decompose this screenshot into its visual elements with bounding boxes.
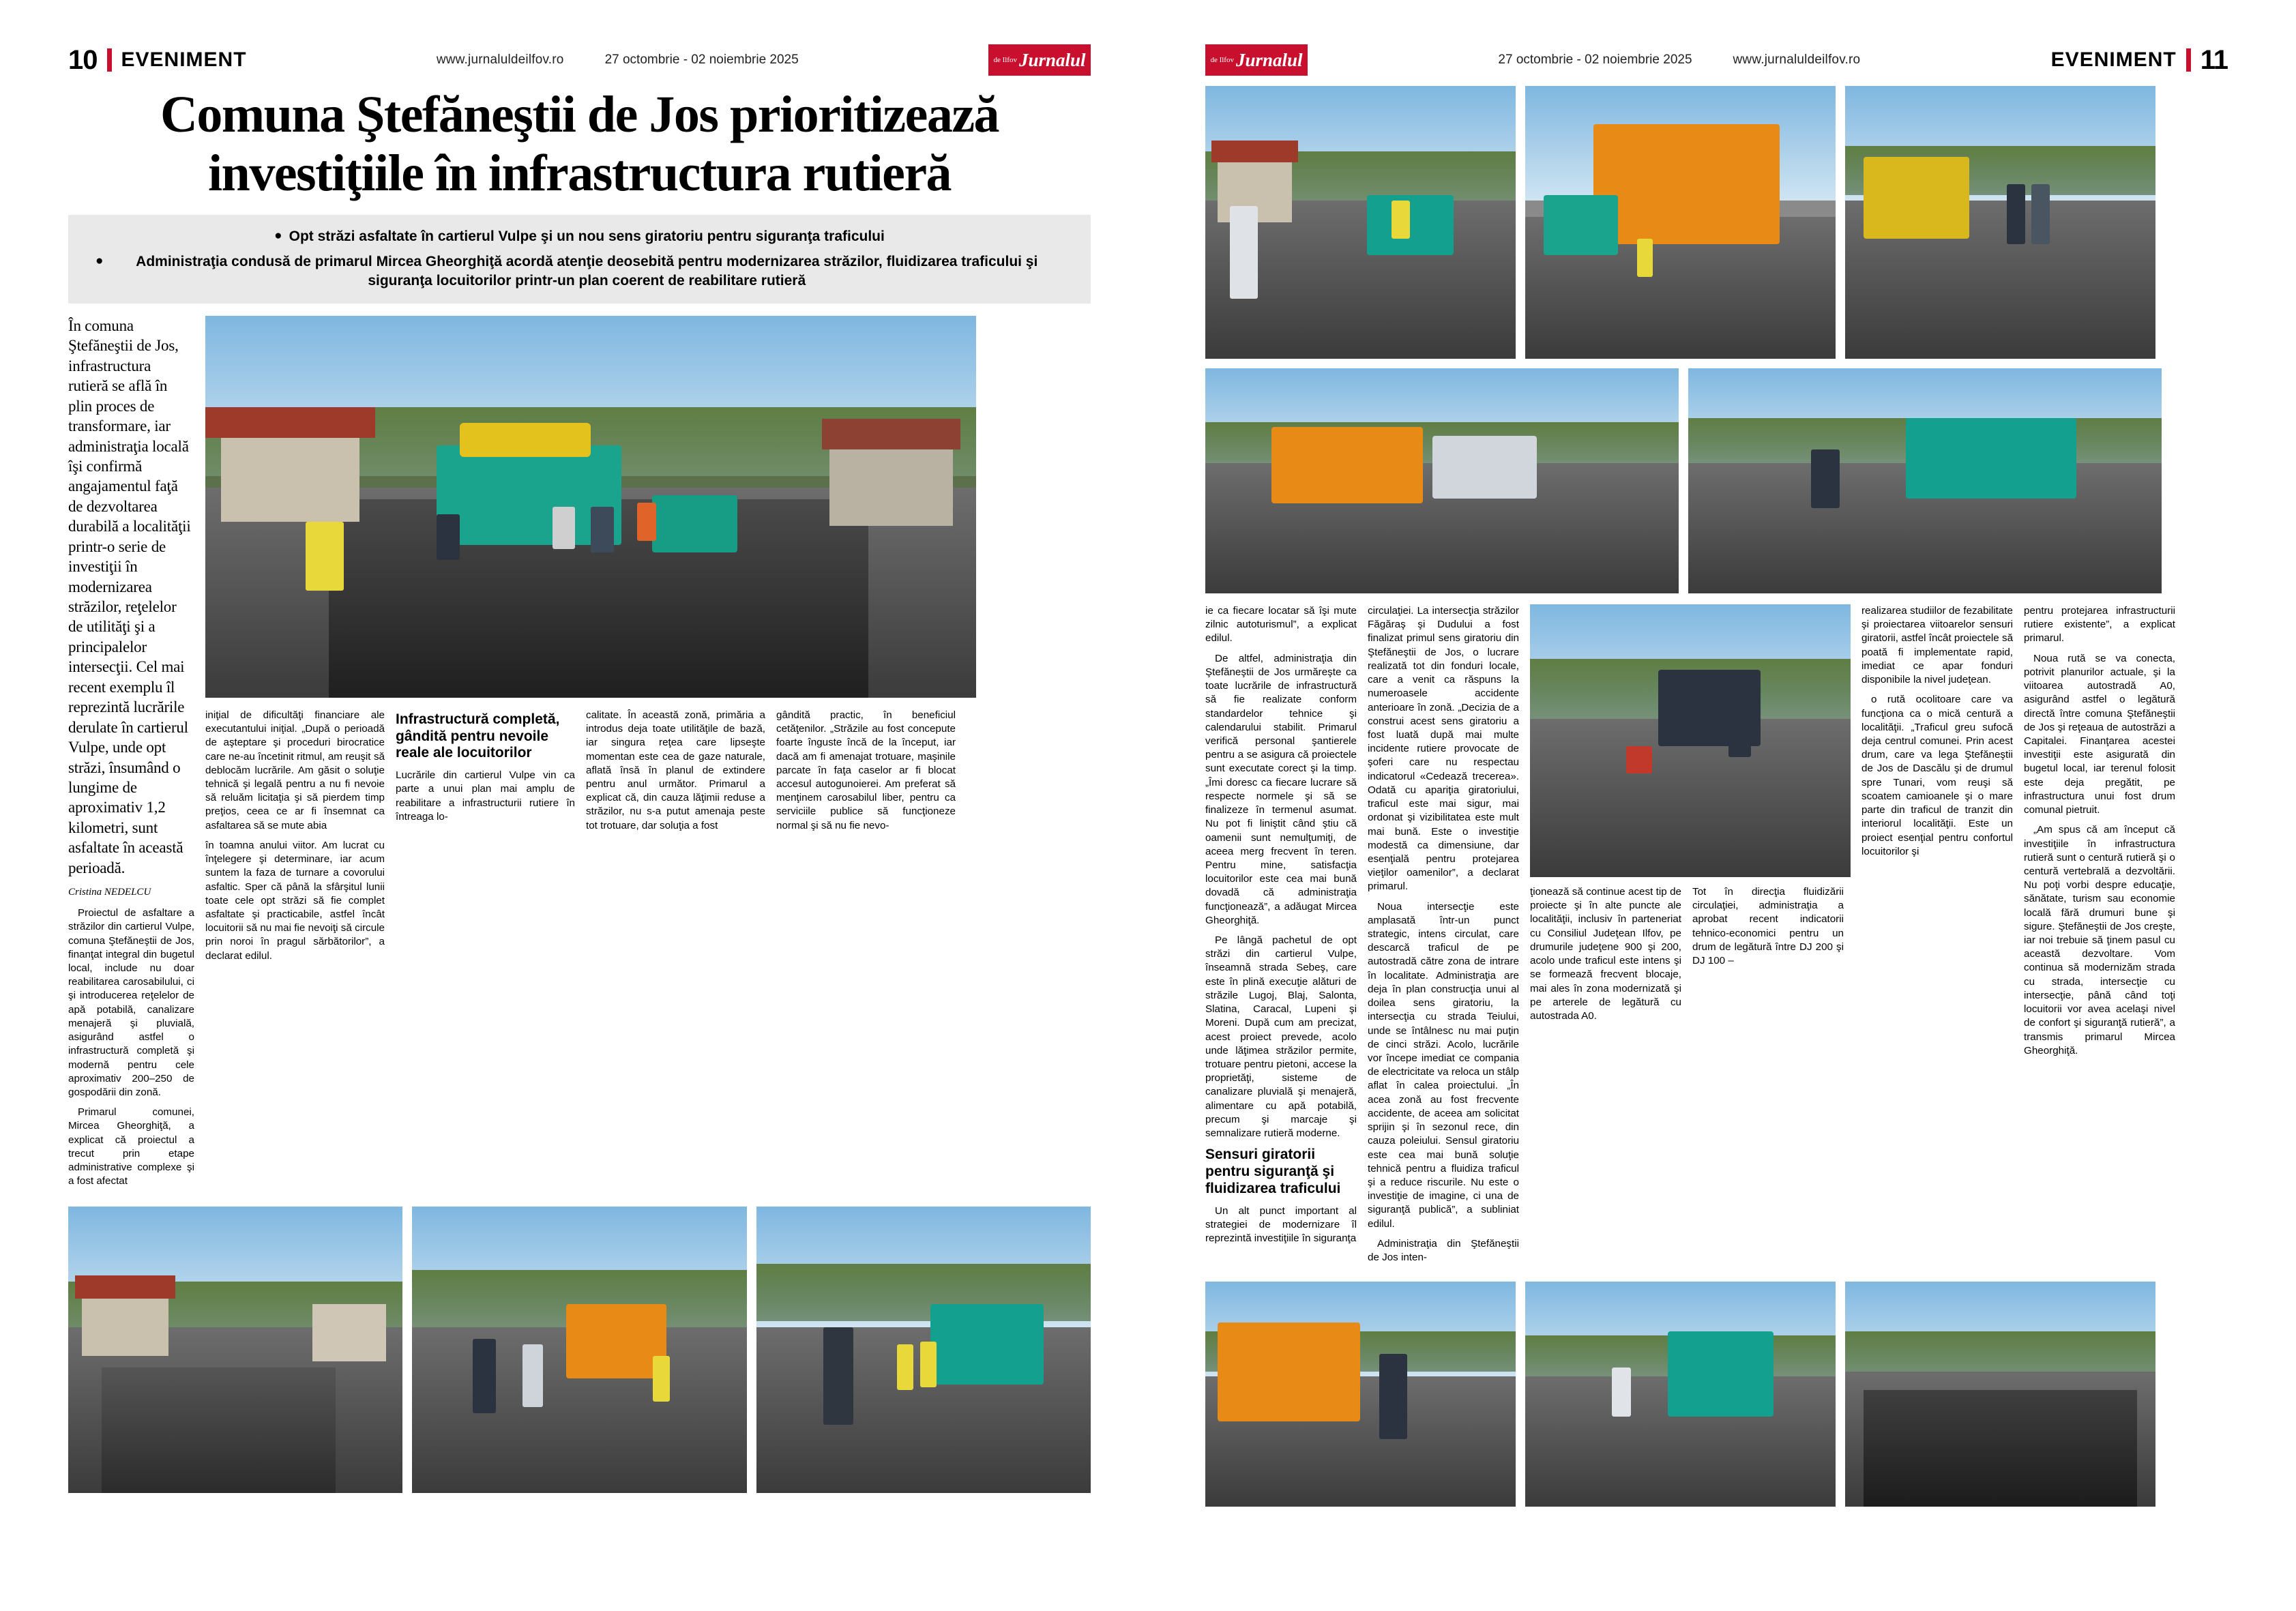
body-paragraph: De altfel, administraţia din Ştefăneştii de Jos urmăreşte ca toate lucrările de infrastructură să fie realizate conform standardelor tehnice şi calendarului stabilit. Primarul verifică personal şantierele pentru a se asigura că proiectele sunt executate corect şi la timp. „Îmi doresc ca fiecare lucrare să respecte normele şi să se finalizeze în termenul asumat. Nu pot fi liniştit când ştiu că oamenii sunt nemulţumiţi, de aceea merg frecvent în teren. Pentru mine, satisfacţia locuitorilor este cea mai bună dovadă că administraţia funcţionează”, a adăugat Mircea Gheorghiţă. [1205,652,1357,926]
right-column-6 [2024,604,2175,1271]
headline-line-1: Comuna Ştefăneştii de Jos prioritizează [160,86,999,143]
right-column-2 [1368,604,1519,1271]
left-column-4 [586,709,765,969]
photo-right-m3 [1530,604,1851,877]
photo-left-b2 [412,1207,746,1493]
body-paragraph: Lucrările din cartierul Vulpe vin ca parte a unui plan mai amplu de reabilitare a infrastructurii rutiere în întreaga lo- [396,769,575,823]
left-subcolumns [205,709,976,969]
right-subcolumns [1530,885,1851,1029]
site-url[interactable]: www.jurnaluldeilfov.ro [1733,53,1861,67]
right-top-photo-strip [1205,86,2228,359]
photo-right-m2 [1688,368,2162,593]
bullet-text: Administraţia condusă de primarul Mircea Gheorghiţă acordă atenţie deosebită pentru modernizarea străzilor, fluidizarea traficului şi siguranţa locuitorilor printr-un plan coerent de reabilitare rutieră [136,254,1038,289]
photo-right-b1 [1205,1282,1516,1507]
body-paragraph: o rută ocolitoare care va funcţiona ca o mică centură a localităţii. „Traficul greu sufocă deja centrul comunei. Prin acest drum, care va lega Ştefăneştii de Jos de Dascălu şi de drumul spre Tunari, vom reuşi să scoatem camioanele şi o mare parte din traficul de tranzit din interiorul localităţii. Este un proiect esenţial pentru confortul locuitorilor şi [1861,694,2013,857]
left-masthead-center [247,53,988,68]
site-url[interactable]: www.jurnaluldeilfov.ro [436,53,564,67]
right-bottom-photo-strip [1205,1282,2228,1507]
left-column-1 [68,316,194,1195]
left-column-5 [776,709,956,969]
summary-bullets [68,215,1091,304]
right-masthead [1205,41,2228,79]
right-section-title: EVENIMENT [2050,48,2177,71]
body-paragraph: Tot în direcţia fluidizării circulaţiei, administraţia a aprobat recent indicatorii tehnico-economici pentru un drum de legătură între DJ 200 şi DJ 100 – [1692,886,1844,967]
photo-right-b2 [1525,1282,1836,1507]
masthead-divider [107,48,112,72]
section-subheading: Sensuri giratorii pentru siguranţă şi fluidizarea traficului [1205,1147,1341,1196]
logo-small-text: de Ilfov [993,55,1017,64]
left-columns-2-5 [205,316,976,1195]
article-byline: Cristina NEDELCU [68,887,151,898]
right-page-number: 11 [2200,44,2228,75]
right-column-5 [1861,604,2013,1271]
body-paragraph: pentru protejarea infrastructurii rutiere existente”, a explicat primarul. [2024,605,2175,645]
body-paragraph: realizarea studiilor de fezabilitate şi proiectarea viitoarelor sensuri giratorii, astfel încât proiectele să poată fi implementate rapid, imediat ce apar fonduri disponibile la nivel judeţean. [1861,605,2014,686]
photo-left-b1 [68,1207,402,1493]
bullet-dot-icon: ● [274,228,282,243]
left-bottom-photo-strip [68,1207,1091,1493]
left-article-columns [68,316,1091,1195]
right-middle-photo-strip [1205,368,2228,593]
body-paragraph: Noua rută se va conecta, potrivit planurilor actuale, şi la viitoarea autostradă A0, asigurând astfel o legătură directă între comuna Ştefăneştii de Jos şi reţeaua de autostrăzi a Capitalei. Finanţarea acestei investiţii este asigurată din bugetul local, iar terenul folosit este deja pregătit, pe infrastructura unui fost drum comunal pietruit. [2024,652,2175,816]
body-paragraph: gândită practic, în beneficiul cetăţenilor. „Străzile au fost concepute foarte înguste încă de la început, iar dacă am fi amenajat trotuare, maşinile parcate în faţa caselor ar fi blocat accesul autogunoierei. Am preferat să menţinem carosabilul liber, pentru ca serviciile publice să funcţioneze normal şi să nu fie nevo- [776,709,956,831]
left-masthead [68,41,1091,79]
body-paragraph: iniţial de dificultăţi financiare ale executantului iniţial. „După o perioadă de aşteptare şi proceduri birocratice care ne-au încetinit ritmul, am reuşit să deblocăm lucrările. Am găsit o soluţie tehnică şi legală pentru a nu fi nevoie să reluăm licitaţia şi să pierdem timp preţios, ceea ce ar fi însemnat ca asfaltarea să se mute abia [205,709,385,831]
bullet-item [95,252,1063,290]
body-paragraph: ţionează să continue acest tip de proiecte şi în alte puncte ale localităţii, inclusiv în parteneriat cu Consiliul Judeţean Ilfov, pe drumurile judeţene 900 şi 200, acolo unde traficul este intens şi se formează frecvent blocaje, mai ales în zona modernizată şi pe arterele de legătură cu autostrada A0. [1530,886,1681,1022]
right-column-3 [1530,885,1681,1029]
page-title [68,86,1091,202]
body-paragraph: Administraţia din Ştefăneştii de Jos inten- [1368,1237,1519,1264]
right-column-4 [1692,885,1844,1029]
issue-date: 27 octombrie - 02 noiembrie 2025 [1498,53,1692,67]
issue-date: 27 octombrie - 02 noiembrie 2025 [604,53,799,67]
right-page [1148,0,2296,1611]
photo-right-t3 [1845,86,2155,359]
bullet-dot-icon: ● [95,254,104,269]
body-paragraph: în toamna anului viitor. Am lucrat cu înţelegere şi determinare, iar acum suntem la faza de turnare a covorului asfaltic. Sper că până la sfârşitul lunii toate cele opt străzi să fie complet asfaltate şi practicabile, astfel încât locuitorii să nu mai fie nevoiţi să circule prin noroi în pragul sărbătorilor”, a declarat edilul. [205,839,385,962]
left-page-number: 10 [68,44,98,75]
body-paragraph: Primarul comunei, Mircea Gheorghiţă, a explicat că proiectul a trecut prin etape administrative complexe şi a fost afectat [68,1106,194,1187]
photo-right-t2 [1525,86,1836,359]
bullet-item [95,227,1063,246]
bullet-text: Opt străzi asfaltate în cartierul Vulpe şi un nou sens giratoriu pentru siguranţa traficului [289,228,885,245]
photo-left-b3 [756,1207,1091,1493]
section-subheading: Infrastructură completă, gândită pentru nevoile reale ale locuitorilor [396,711,560,761]
right-masthead-center [1308,53,2051,68]
article-lead: În comuna Ştefăneştii de Jos, infrastructura rutieră se află în plin proces de transformare, iar administraţia locală îşi confirmă angajamentul faţă de dezvoltarea durabilă a localităţii printr-o serie de investiţii în modernizarea străzilor, reţelelor de utilităţi şi a principalelor intersecţii. Cel mai recent exemplu îl reprezintă lucrările derulate în cartierul Vulpe, unde opt străzi, însumând o lungime de aproximativ 1,2 kilometri, sunt asfaltate în această perioadă. [68,316,191,876]
photo-right-b3 [1845,1282,2155,1507]
body-paragraph: Un alt punct important al strategiei de modernizare îl reprezintă investiţiile în siguranţa [1205,1204,1357,1245]
photo-left-main [205,316,976,698]
body-paragraph: ie ca fiecare locatar să îşi mute zilnic autoturismul”, a explicat edilul. [1205,605,1357,645]
logo-text: Jurnalul [1235,49,1303,70]
photo-right-m1 [1205,368,1679,593]
left-column-3 [396,709,575,969]
logo-text: Jurnalul [1018,49,1086,70]
body-paragraph: circulaţiei. La intersecţia străzilor Făgăraş şi Dudului a fost finalizat primul sens giratoriu din Ştefăneştii de Jos, o lucrare realizată tot din fonduri locale, care a venit ca răspuns la numeroasele accidente anterioare în zonă. „Decizia de a construi acest sens giratoriu a fost luată după mai multe incidente rutiere provocate de şoferi care nu respectau indicatorul «Cedează trecerea». Odată cu apariţia giratoriului, traficul este mai sigur, mai ordonat şi vizibilitatea este mult mai bună. Este o investiţie modestă ca dimensiune, dar esenţială pentru protejarea vieţilor oamenilor”, a declarat primarul. [1368,605,1519,893]
publication-logo [1205,44,1308,76]
right-column-3-with-photo [1530,604,1851,1271]
body-paragraph: „Am spus că am început că investiţiile în infrastructura rutieră sunt o centură rutieră şi o centură vertebrală a dezvoltării. Nu poţi vorbi despre educaţie, sănătate, turism sau economie locală fără drumuri bune şi sigure. Ştefăneştii de Jos creşte, iar noi trebuie să ţinem pasul cu această dezvoltare. Vom continua să modernizăm strada cu strada, intersecţie cu intersecţie, până când toţi locuitorii vor avea acelaşi nivel de confort şi siguranţă rutieră”, a transmis primarul Mircea Gheorghiţă. [2024,824,2175,1056]
body-paragraph: calitate. În această zonă, primăria a introdus deja toate utilităţile de bază, iar singura reţea care lipseşte momentan este cea de gaze naturale, aflată însă în planul de extindere pentru anul următor. Primarul a explicat că, din cauza lăţimii reduse a străzilor, nu s-a putut amenaja peste tot trotuare, dar soluţia a fost [586,709,765,831]
right-column-1 [1205,604,1357,1271]
body-paragraph: Pe lângă pachetul de opt străzi din cartierul Vulpe, înseamnă strada Sebeş, care este în plină execuţie alături de străzile Lugoj, Blaj, Salonta, Slatina, Caracal, Lupeni şi Moreni. După cum am precizat, acest proiect prevede, acolo unde lăţimea străzilor permite, trotuare pentru pietoni, accese la proprietăţi, sisteme de canalizare pluvială şi menajeră, alimentare cu apă potabilă, precum şi marcaje şi semnalizare rutieră moderne. [1205,934,1357,1140]
right-article-columns [1205,604,2228,1271]
publication-logo [988,44,1091,76]
headline-line-2: investiţiile în infrastructura rutieră [207,144,952,202]
left-column-2 [205,709,385,969]
photo-right-t1 [1205,86,1516,359]
left-section-title: EVENIMENT [121,48,247,71]
masthead-divider [2186,48,2191,72]
logo-small-text: de Ilfov [1210,55,1234,64]
body-paragraph: Proiectul de asfaltare a străzilor din cartierul Vulpe, comuna Ştefăneştii de Jos, finanţat integral din bugetul local, include nu doar reabilitarea carosabilului, ci şi introducerea reţelelor de apă potabilă, canalizare menajeră şi pluvială, asigurând astfel o infrastructură completă şi modernă pentru cele aproximativ 200–250 de gospodării din zonă. [68,907,194,1098]
body-paragraph: Noua intersecţie este amplasată într-un punct strategic, intens circulat, care descarcă traficul de pe autostradă către zona de intrare în localitate. Administraţia are deja în plan construcţia unui al doilea sens giratoriu, la intersecţia cu strada Teiului, unde se întâlnesc nu mai puţin de cinci străzi. Acolo, lucrările vor începe imediat ce compania de electricitate va relocа un stâlp aflat în calea proiectului. „În acea zonă au fost frecvente accidente, de aceea am solicitat sprijin şi în sezonul rece, din cauza poleiului. Sensul giratoriu este cea mai bună soluţie tehnică pentru a fluidiza traficul şi a reduce riscurile. Nu este o investiţie de imagine, ci una de siguranţă publică”, a subliniat edilul. [1368,900,1519,1230]
